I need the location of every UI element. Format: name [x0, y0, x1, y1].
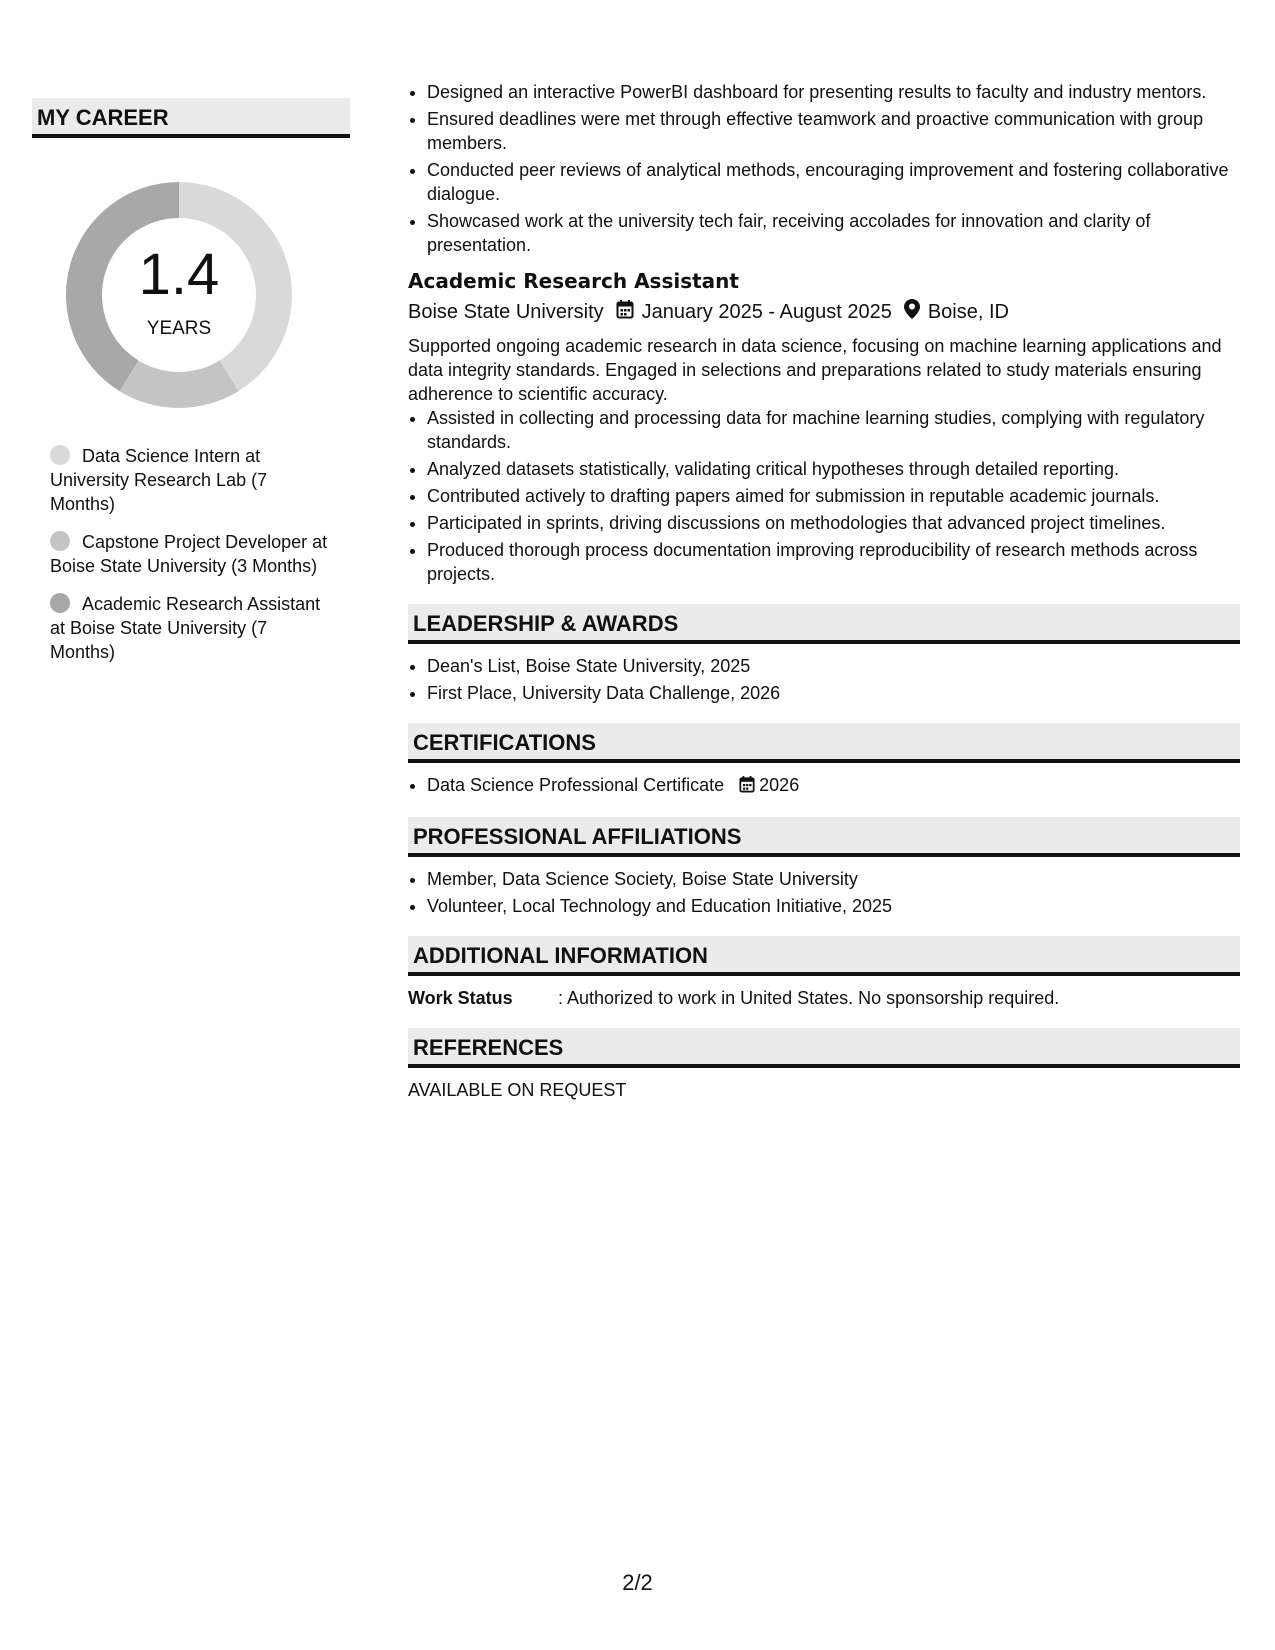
certifications-section — [408, 723, 1240, 799]
list-item — [427, 773, 1240, 799]
career-total-value: 1.4 — [138, 242, 220, 307]
additional-section — [408, 936, 1240, 1010]
career-legend — [50, 444, 330, 664]
certification-name: Data Science Professional Certificate — [427, 775, 725, 795]
list-item: • Volunteer, Local Technology and Education Initiative, 2025 — [427, 894, 1240, 918]
legend-item — [50, 592, 330, 664]
leadership-list — [408, 654, 1240, 705]
calendar-icon — [739, 775, 755, 799]
references-text: AVAILABLE ON REQUEST — [408, 1080, 627, 1100]
certifications-list — [408, 773, 1240, 799]
list-item: • Produced thorough process documentation improving reproducibility of research methods across projects. — [427, 538, 1240, 586]
career-heading: MY CAREER — [32, 98, 350, 138]
donut-segment-2 — [120, 360, 239, 408]
references-section — [408, 1028, 1240, 1102]
leadership-heading: LEADERSHIP & AWARDS — [408, 604, 1240, 644]
job-title: Academic Research Assistant — [408, 269, 739, 293]
list-item: • First Place, University Data Challenge, 2026 — [427, 681, 1240, 705]
right-column — [408, 80, 1240, 1102]
page-number: 2/2 — [622, 1570, 653, 1595]
job-company: Boise State University — [408, 300, 604, 323]
job-dates: January 2025 - August 2025 — [641, 300, 892, 323]
additional-heading: ADDITIONAL INFORMATION — [408, 936, 1240, 976]
legend-item — [50, 444, 330, 516]
work-status-value: : Authorized to work in United States. No sponsorship required. — [558, 988, 1060, 1008]
references-heading: REFERENCES — [408, 1028, 1240, 1068]
list-item: • Conducted peer reviews of analytical methods, encouraging improvement and fostering collaborative dialogue. — [427, 158, 1240, 206]
job-meta — [408, 299, 1240, 325]
list-item: • Dean's List, Boise State University, 2025 — [427, 654, 1240, 678]
career-total-unit: YEARS — [146, 318, 212, 339]
certification-year: 2026 — [759, 775, 800, 795]
affiliations-list — [408, 867, 1240, 918]
job-location: Boise, ID — [927, 300, 1009, 323]
legend-label: Data Science Intern at University Research Lab (7 Months) — [50, 446, 268, 514]
affiliations-section — [408, 817, 1240, 918]
previous-job-bullets — [408, 80, 1240, 257]
certifications-heading: CERTIFICATIONS — [408, 723, 1240, 763]
job-description: Supported ongoing academic research in data science, focusing on machine learning applications and data integrity standards. Engaged in selections and preparations related to study materials ensuring adherence to scientific accuracy. — [408, 336, 1222, 404]
left-column — [32, 98, 350, 678]
legend-label: Academic Research Assistant at Boise State University (7 Months) — [50, 594, 321, 662]
list-item: • Assisted in collecting and processing data for machine learning studies, complying with regulatory standards. — [427, 406, 1240, 454]
legend-dot — [50, 593, 70, 613]
work-status-key: Work Status — [408, 988, 513, 1008]
leadership-section — [408, 604, 1240, 705]
list-item: • Member, Data Science Society, Boise State University — [427, 867, 1240, 891]
legend-dot — [50, 531, 70, 551]
calendar-icon — [616, 299, 634, 325]
job-bullets — [408, 406, 1240, 586]
career-donut-chart — [64, 180, 294, 410]
list-item: • Showcased work at the university tech fair, receiving accolades for innovation and clarity of presentation. — [427, 209, 1240, 257]
work-status-row — [408, 986, 1240, 1010]
legend-item — [50, 530, 330, 578]
legend-label: Capstone Project Developer at Boise State University (3 Months) — [50, 532, 328, 576]
legend-dot — [50, 445, 70, 465]
location-pin-icon — [904, 299, 920, 325]
list-item: • Designed an interactive PowerBI dashboard for presenting results to faculty and industry mentors. — [427, 80, 1240, 104]
list-item: • Contributed actively to drafting papers aimed for submission in reputable academic journals. — [427, 484, 1240, 508]
list-item: • Participated in sprints, driving discussions on methodologies that advanced project timelines. — [427, 511, 1240, 535]
list-item: • Ensured deadlines were met through effective teamwork and proactive communication with group members. — [427, 107, 1240, 155]
affiliations-heading: PROFESSIONAL AFFILIATIONS — [408, 817, 1240, 857]
list-item: • Analyzed datasets statistically, validating critical hypotheses through detailed reporting. — [427, 457, 1240, 481]
